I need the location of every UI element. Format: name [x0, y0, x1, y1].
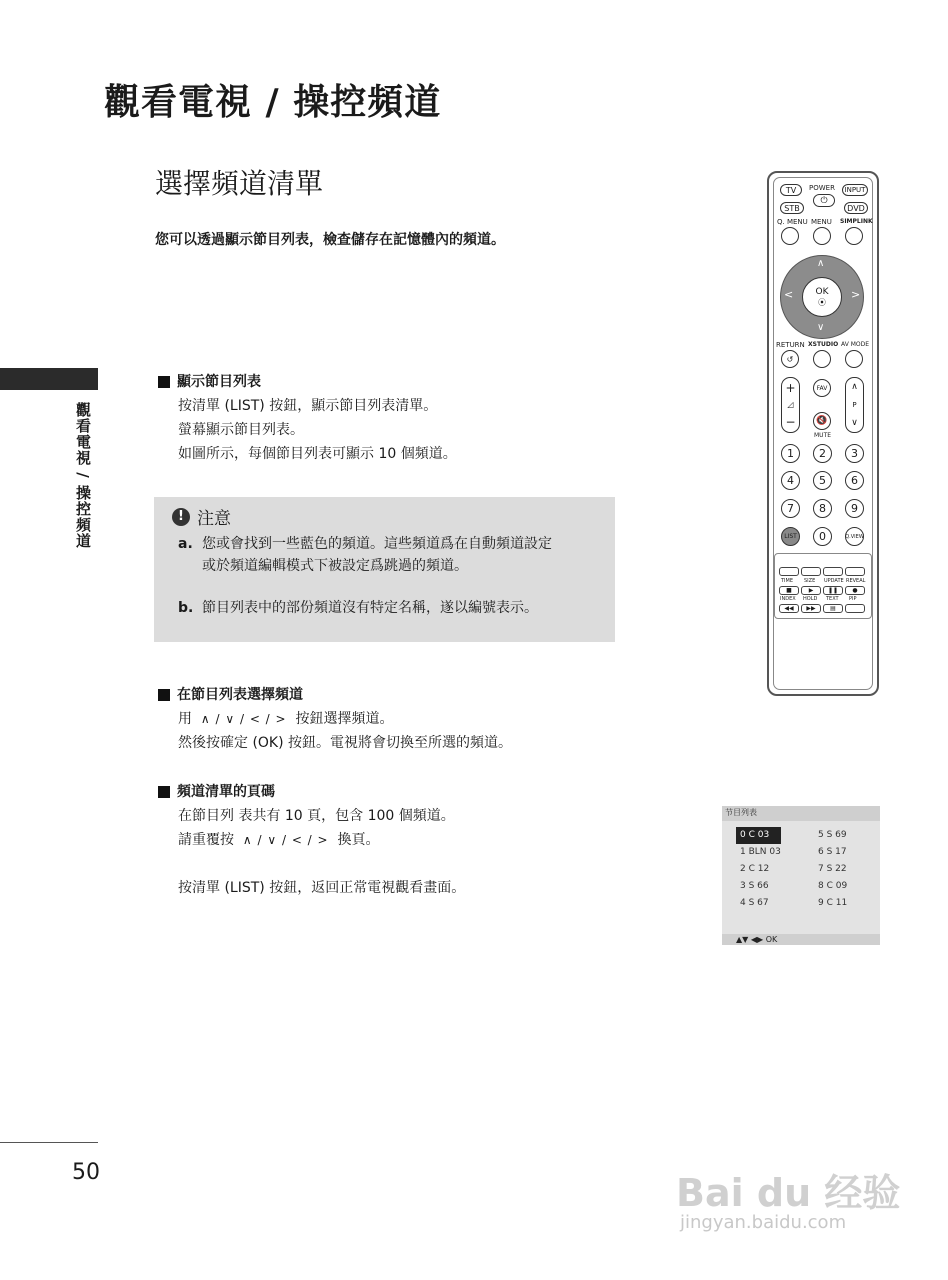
qmenu-label: Q. MENU [777, 218, 808, 226]
dvd-button: DVD [844, 202, 868, 214]
channel-list-footer: ▲▼ ◀▶ OK [736, 935, 778, 944]
square-bullet-icon [158, 786, 170, 798]
xstudio-label: XSTUDIO [808, 341, 839, 348]
channel-column-right [818, 827, 847, 912]
digit-0-button: 0 [813, 527, 832, 546]
power-icon: ⏻ [813, 194, 835, 207]
stb-button: STB [780, 202, 804, 214]
page-title: 觀看電視 / 操控頻道 [104, 82, 442, 123]
index-label: INDEX [780, 596, 796, 602]
digit-3-button: 3 [845, 444, 864, 463]
size-label: SIZE [804, 578, 816, 584]
channel-list-screenshot [722, 806, 880, 945]
time-label: TIME [781, 578, 794, 584]
xstudio-button [813, 350, 831, 368]
pip-button [845, 604, 865, 613]
right-arrow-icon: > [851, 288, 861, 301]
digit-6-button: 6 [845, 471, 864, 490]
show-list-line: 螢幕顯示節目列表。 [178, 422, 304, 438]
side-chapter-label: 觀看電視 / 操控頻道 [74, 402, 92, 549]
page-footer-rule [0, 1142, 98, 1143]
page-code-line: 請重覆按 ∧ / ∨ / < / > 換頁。 [158, 828, 465, 852]
tv-button: TV [780, 184, 802, 196]
baidu-watermark-url: jingyan.baidu.com [680, 1212, 847, 1233]
digit-7-button: 7 [781, 499, 800, 518]
select-channel-section [158, 683, 512, 755]
channel-column-left [740, 827, 781, 912]
rewind-icon: ◀◀ [779, 604, 799, 613]
digit-5-button: 5 [813, 471, 832, 490]
remote-control-illustration [767, 171, 879, 696]
channel-row: 9 C 11 [818, 898, 848, 908]
reveal-label: REVEAL [846, 578, 866, 584]
baidu-watermark-logo: Bai du 经验 [676, 1171, 901, 1215]
channel-rocker: ∧ P ∨ [845, 377, 864, 433]
page-number: 50 [72, 1160, 100, 1185]
square-bullet-icon [158, 689, 170, 701]
down-arrow-icon: ∨ [817, 322, 825, 333]
yellow-button [823, 567, 843, 576]
channel-list-title: 节目列表 [725, 808, 757, 817]
square-bullet-icon [158, 376, 170, 388]
avmode-button [845, 350, 863, 368]
select-channel-heading: 在節目列表選擇頻道 [158, 683, 512, 707]
channel-row: 7 S 22 [818, 864, 847, 874]
qmenu-button [781, 227, 799, 245]
show-list-section [158, 370, 457, 466]
qview-button: Q.VIEW [845, 527, 864, 546]
arrow-keys-icon: ∧ / ∨ / < / > [242, 833, 329, 847]
pause-icon: ❚❚ [823, 586, 843, 595]
digit-2-button: 2 [813, 444, 832, 463]
channel-list-area [722, 821, 880, 934]
green-button [801, 567, 821, 576]
note-box [154, 497, 615, 642]
return-label: RETURN [776, 341, 805, 349]
digit-9-button: 9 [845, 499, 864, 518]
stop-icon: ■ [779, 586, 799, 595]
channel-row: 1 BLN 03 [740, 847, 781, 857]
fav-button: FAV [813, 379, 831, 397]
page-code-heading: 頻道清單的頁碼 [158, 780, 465, 804]
pip-label: PIP [849, 596, 857, 602]
update-label: UPDATE [824, 578, 844, 584]
record-icon: ● [845, 586, 865, 595]
note-heading: ! 注意 [172, 504, 231, 529]
mute-icon: 🔇 [813, 412, 831, 430]
blue-button [845, 567, 865, 576]
page-code-section [158, 780, 465, 900]
text-mode-icon: ▤ [823, 604, 843, 613]
volume-rocker: + ◿ − [781, 377, 800, 433]
exclamation-icon: ! [172, 508, 190, 526]
power-label: POWER [809, 184, 835, 192]
channel-row: 2 C 12 [740, 864, 770, 874]
avmode-label: AV MODE [841, 341, 870, 348]
note-item-a: a. 您或會找到一些藍色的頻道。這些頻道爲在自動頻道設定 或於頻道編輯模式下被設定爲跳過的頻道。 [178, 536, 552, 574]
menu-button [813, 227, 831, 245]
intro-text: 您可以透過顯示節目列表，檢查儲存在記憶體內的頻道。 [155, 232, 505, 248]
mute-label: MUTE [814, 432, 832, 439]
page-code-line: 按清單 (LIST) 按鈕，返回正常電視觀看畫面。 [178, 880, 466, 896]
show-list-line: 按清單 (LIST) 按鈕，顯示節目列表清單。 [178, 398, 438, 414]
channel-row: 6 S 17 [818, 847, 847, 857]
input-button: INPUT [842, 184, 868, 196]
red-button [779, 567, 799, 576]
hold-label: HOLD [803, 596, 818, 602]
list-button: LIST [781, 527, 800, 546]
select-channel-line: 然後按確定 (OK) 按鈕。電視將會切換至所選的頻道。 [178, 735, 513, 751]
menu-label: MENU [811, 218, 832, 226]
simplink-label: SIMPLINK [840, 218, 873, 225]
show-list-line: 如圖所示，每個節目列表可顯示 10 個頻道。 [178, 446, 457, 462]
show-list-heading: 顯示節目列表 [158, 370, 457, 394]
left-arrow-icon: < [784, 288, 794, 301]
fast-forward-icon: ▶▶ [801, 604, 821, 613]
channel-row: 5 S 69 [818, 830, 847, 840]
text-label: TEXT [826, 596, 839, 602]
section-title: 選擇頻道清單 [155, 167, 324, 200]
arrow-keys-icon: ∧ / ∨ / < / > [200, 712, 287, 726]
channel-row-selected: 0 C 03 [736, 827, 781, 844]
digit-4-button: 4 [781, 471, 800, 490]
channel-row: 3 S 66 [740, 881, 769, 891]
return-button: ↺ [781, 350, 799, 368]
up-arrow-icon: ∧ [817, 258, 825, 269]
simplink-button [845, 227, 863, 245]
play-icon: ▶ [801, 586, 821, 595]
channel-row: 4 S 67 [740, 898, 769, 908]
digit-1-button: 1 [781, 444, 800, 463]
side-tab-bar [0, 368, 98, 390]
select-channel-line: 用 ∧ / ∨ / < / > 按鈕選擇頻道。 [158, 707, 512, 731]
ok-button: OK ⦿ [802, 277, 842, 317]
channel-row: 8 C 09 [818, 881, 848, 891]
note-item-b: b. 節目列表中的部份頻道沒有特定名稱，遂以編號表示。 [178, 600, 538, 616]
page-code-line: 在節目列 表共有 10 頁，包含 100 個頻道。 [178, 808, 455, 824]
digit-8-button: 8 [813, 499, 832, 518]
